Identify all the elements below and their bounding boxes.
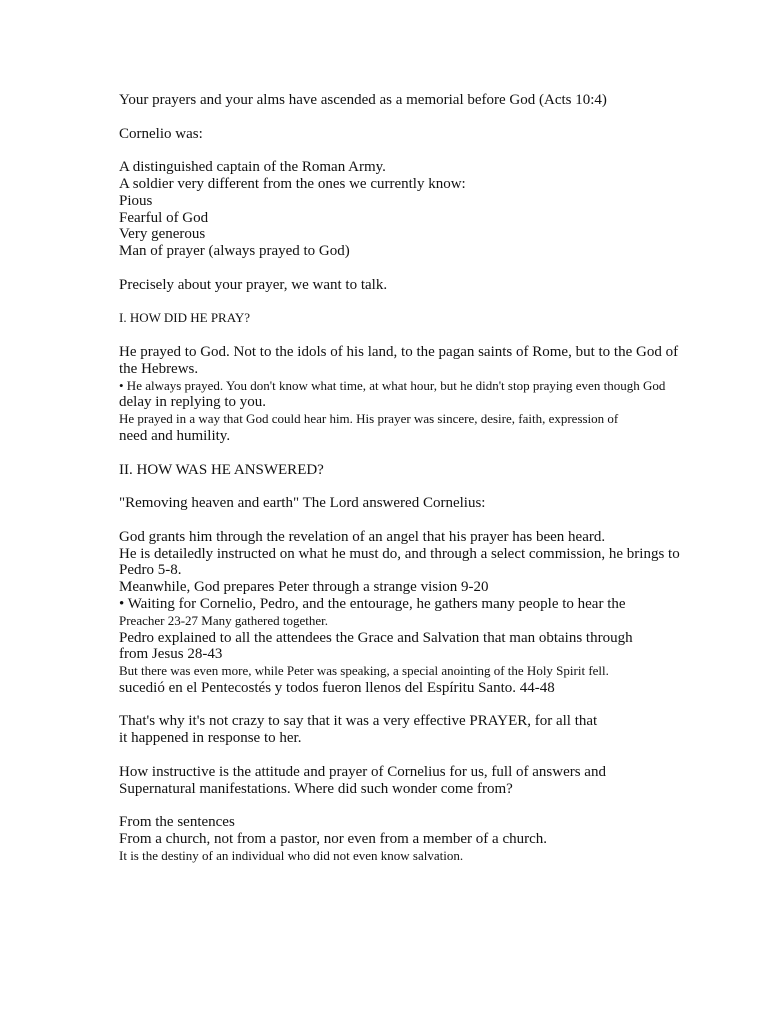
blank-line: [119, 294, 719, 311]
blank-line: [119, 142, 719, 159]
text-line: Fearful of God: [119, 209, 209, 226]
text-line: He prayed in a way that God could hear him. His prayer was sincere, desire, faith, expression of: [119, 411, 619, 427]
text-line: Your prayers and your alms have ascended as a memorial before God (Acts 10:4): [119, 92, 607, 108]
blank-line: [119, 797, 719, 814]
text-line: delay in replying to you.: [119, 394, 267, 411]
text-line: But there was even more, while Peter was speaking, a special anointing of the Holy Spirit fell.: [119, 663, 609, 679]
text-line: II. HOW WAS HE ANSWERED?: [119, 461, 324, 478]
text-line: the Hebrews.: [119, 360, 199, 377]
text-line: It is the destiny of an individual who did not even know salvation.: [119, 847, 464, 863]
text-line: • Waiting for Cornelio, Pedro, and the entourage, he gathers many people to hear the: [119, 595, 626, 612]
text-line: A distinguished captain of the Roman Army.: [119, 159, 386, 176]
text-line: He prayed to God. Not to the idols of his land, to the pagan saints of Rome, but to the God of: [119, 343, 679, 360]
text-line: Pedro 5-8.: [119, 562, 182, 579]
text-line: Pedro explained to all the attendees the Grace and Salvation that man obtains through: [119, 629, 633, 646]
text-line: Very generous: [119, 226, 206, 243]
text-line: "Removing heaven and earth" The Lord answered Cornelius:: [119, 495, 486, 512]
text-line: need and humility.: [119, 427, 231, 444]
text-line: A soldier very different from the ones we currently know:: [119, 175, 466, 192]
text-line: it happened in response to her.: [119, 730, 302, 747]
text-line: That's why it's not crazy to say that it was a very effective PRAYER, for all that: [119, 713, 598, 730]
blank-line: [119, 327, 719, 344]
text-line: Supernatural manifestations. Where did such wonder come from?: [119, 780, 513, 797]
text-line: sucedió en el Pentecostés y todos fueron llenos del Espíritu Santo. 44-48: [119, 679, 555, 696]
text-line: • He always prayed. You don't know what time, at what hour, but he didn't stop praying even though God: [119, 377, 666, 393]
blank-line: [119, 445, 719, 462]
text-line: From the sentences: [119, 814, 235, 831]
document-body: [119, 92, 719, 865]
text-line: Cornelio was:: [119, 125, 203, 142]
blank-line: [119, 747, 719, 764]
blank-line: [119, 512, 719, 529]
text-line: Preacher 23-27 Many gathered together.: [119, 612, 329, 628]
blank-line: [119, 260, 719, 277]
text-line: He is detailedly instructed on what he must do, and through a select commission, he brings to: [119, 545, 680, 562]
text-line: Meanwhile, God prepares Peter through a strange vision 9-20: [119, 579, 489, 596]
text-line: Pious: [119, 192, 153, 209]
text-line: I. HOW DID HE PRAY?: [119, 310, 251, 326]
text-line: God grants him through the revelation of an angel that his prayer has been heard.: [119, 528, 606, 545]
text-line: Man of prayer (always prayed to God): [119, 243, 350, 260]
text-line: from Jesus 28-43: [119, 646, 223, 663]
blank-line: [119, 109, 719, 126]
text-line: Precisely about your prayer, we want to talk.: [119, 276, 388, 293]
blank-line: [119, 478, 719, 495]
text-line: From a church, not from a pastor, nor even from a member of a church.: [119, 831, 547, 848]
text-line: How instructive is the attitude and prayer of Cornelius for us, full of answers and: [119, 763, 606, 780]
blank-line: [119, 697, 719, 714]
